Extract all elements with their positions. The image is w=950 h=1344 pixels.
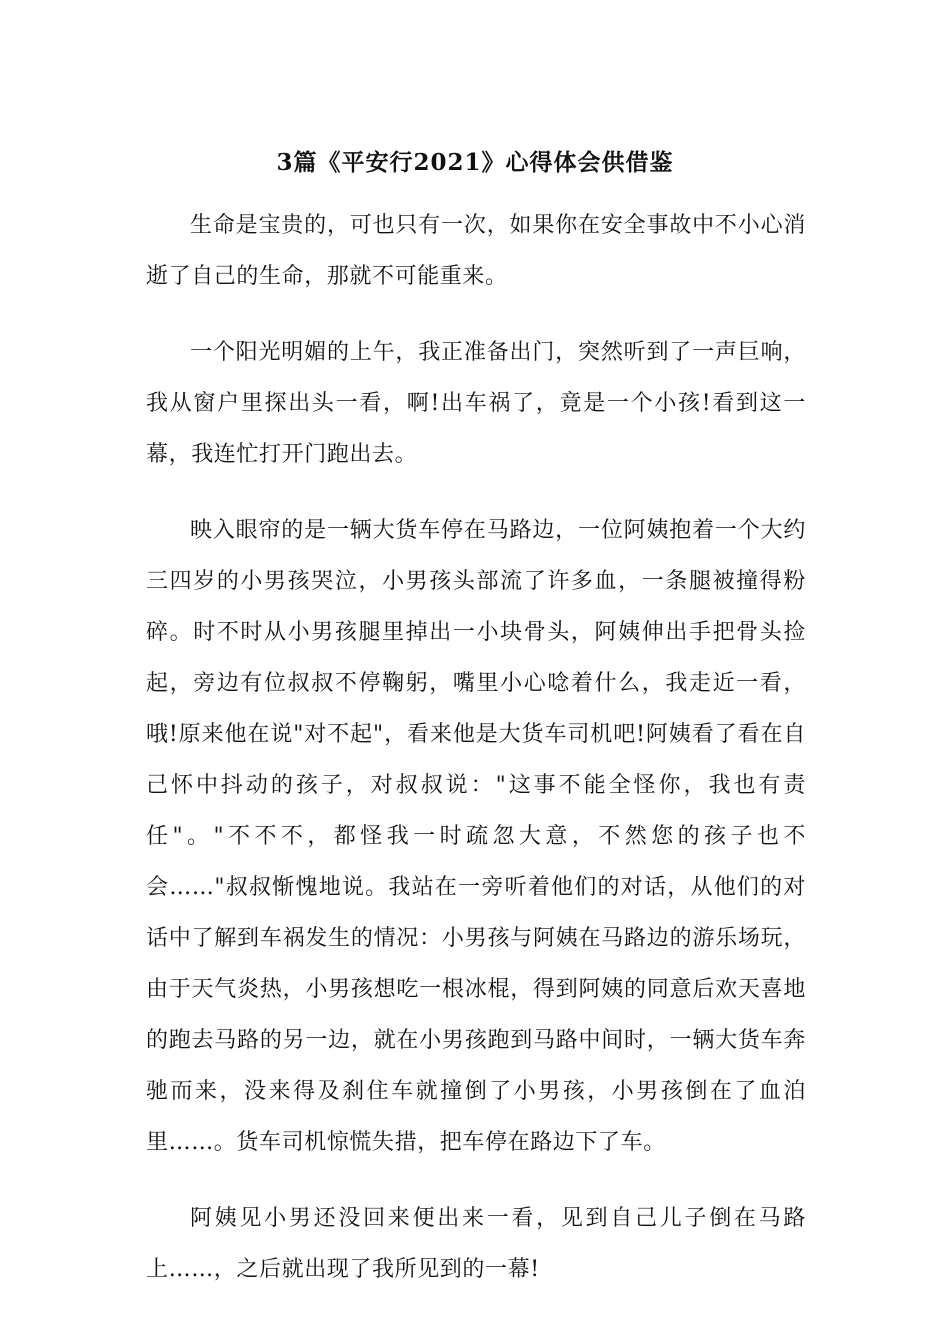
paragraph-4: 阿姨见小男还没回来便出来一看，见到自己儿子倒在马路上……，之后就出现了我所见到的一幕!	[146, 1206, 806, 1282]
paragraph-3: 映入眼帘的是一辆大货车停在马路边，一位阿姨抱着一个大约三四岁的小男孩哭泣，小男孩头部流了许多血，一条腿被撞得粉碎。时不时从小男孩腿里掉出一小块骨头，阿姨伸出手把骨头捡起，旁边有位叔叔不停鞠躬，嘴里小心唸着什么，我走近一看，哦!原来他在说"对不起"，看来他是大货车司机吧!阿姨看了看在自己怀中抖动的孩子，对叔叔说："这事不能全怪你，我也有责任"。"不不不，都怪我一时疏忽大意，不然您的孩子也不会……"叔叔惭愧地说。我站在一旁听着他们的对话，从他们的对话中了解到车祸发生的情况：小男孩与阿姨在马路边的游乐场玩，由于天气炎热，小男孩想吃一根冰棍，得到阿姨的同意后欢天喜地的跑去马路的另一边，就在小男孩跑到马路中间时，一辆大货车奔驰而来，没来得及刹住车就撞倒了小男孩，小男孩倒在了血泊里……。货车司机惊慌失措，把车停在路边下了车。	[146, 518, 806, 1155]
paragraph-1: 生命是宝贵的，可也只有一次，如果你在安全事故中不小心消逝了自己的生命，那就不可能重来。	[146, 213, 806, 289]
paragraph-2: 一个阳光明媚的上午，我正准备出门，突然听到了一声巨响，我从窗户里探出头一看，啊!出车祸了，竟是一个小孩!看到这一幕，我连忙打开门跑出去。	[146, 340, 806, 467]
document-title: 3篇《平安行2021》心得体会供借鉴	[276, 149, 674, 176]
document-body	[146, 200, 806, 1320]
